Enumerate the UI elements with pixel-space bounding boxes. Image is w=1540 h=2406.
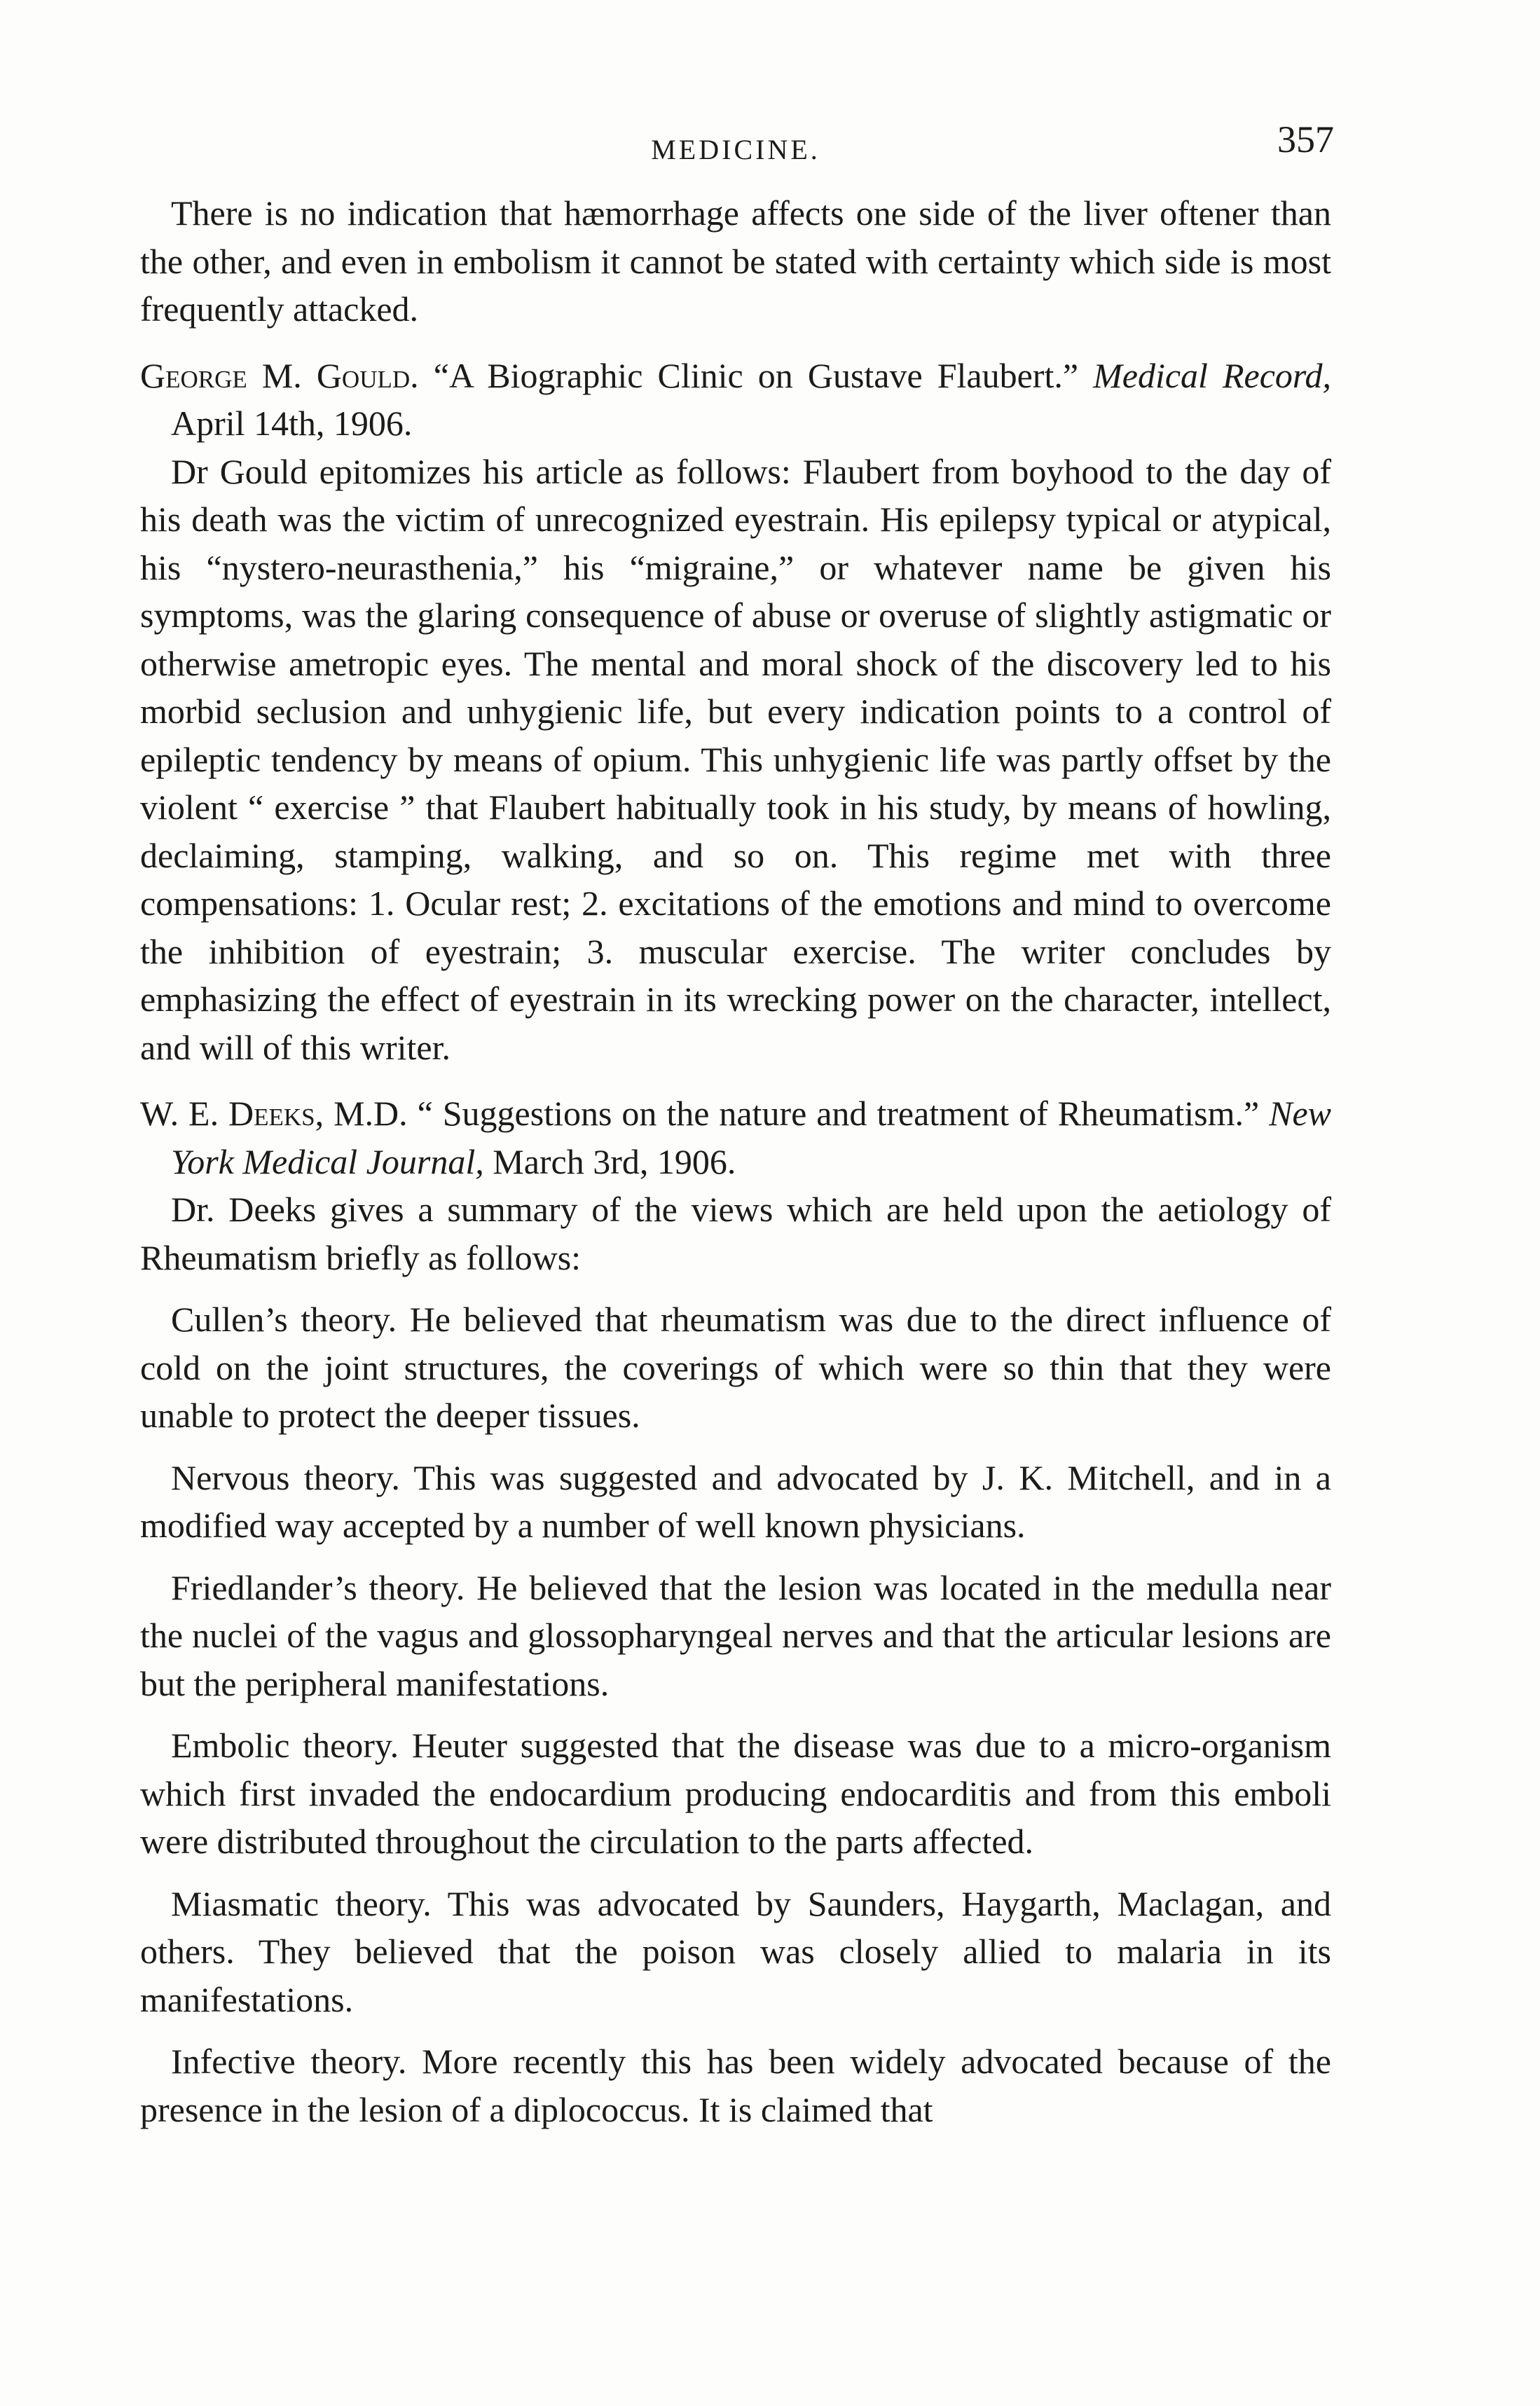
- citation-author: George M. Gould.: [140, 355, 419, 395]
- book-page: [140, 105, 1334, 2133]
- citation-date: March 3rd, 1906.: [493, 1141, 736, 1181]
- citation-title: “A Biographic Clinic on Gustave Flaubert.”: [433, 355, 1079, 395]
- citation-title: “ Suggestions on the nature and treatment of Rheumatism.”: [417, 1094, 1260, 1133]
- running-head: [140, 105, 1334, 189]
- theory-paragraph-nervous: Nervous theory. This was suggested and advocated by J. K. Mitchell, and in a modified way accepted by a number of well known physicians.: [140, 1457, 1331, 1545]
- citation-author: W. E. Deeks, M.D.: [140, 1094, 408, 1133]
- intro-paragraph: There is no indication that hæmorrhage affects one side of the liver oftener than the other, and even in embolism it cannot be stated with certainty which side is most frequently attacked.: [140, 193, 1331, 329]
- page-number: 357: [1277, 118, 1334, 160]
- citation-journal: Medical Record,: [1093, 355, 1332, 395]
- theory-paragraph-cullen: Cullen’s theory. He believed that rheumatism was due to the direct influence of cold on the joint structures, the coverings of which were so thin that they were unable to protect the deeper tissues.: [140, 1300, 1331, 1435]
- theory-paragraph-infective: Infective theory. More recently this has been widely advocated because of the presence in the lesion of a diplococcus. It is claimed that: [140, 2042, 1331, 2129]
- running-title: MEDICINE.: [651, 134, 820, 165]
- theory-paragraph-friedlander: Friedlander’s theory. He believed that the lesion was located in the medulla near the nuclei of the vagus and glossopharyngeal nerves and that the articular lesions are but the peripheral manifestations.: [140, 1567, 1331, 1703]
- deeks-summary-paragraph: Dr. Deeks gives a summary of the views which are held upon the aetiology of Rheumatism briefly as follows:: [140, 1190, 1331, 1277]
- citation-gould: [140, 352, 1331, 448]
- theory-paragraph-miasmatic: Miasmatic theory. This was advocated by Saunders, Haygarth, Maclagan, and others. They believed that the poison was closely allied to malaria in its manifestations.: [140, 1883, 1331, 2019]
- citation-date: April 14th, 1906.: [171, 404, 413, 443]
- citation-journal: New York Medical Journal,: [171, 1094, 1332, 1181]
- gould-summary-paragraph: Dr Gould epitomizes his article as follows: Flaubert from boyhood to the day of his death was the victim of unrecognized eyestrain. His epilepsy typical or atypical, his “nystero-neurasthenia,” his “migraine,” or whatever name be given his symptoms, was the glaring consequence of abuse or overuse of slightly astigmatic or otherwise ametropic eyes. The mental and moral shock of the discovery led to his morbid seclusion and unhygienic life, but every indication points to a control of epileptic tendency by means of opium. This unhygienic life was partly offset by the violent “ exercise ” that Flaubert habitually took in his study, by means of howling, declaiming, stamping, walking, and so on. This regime met with three compensations: 1. Ocular rest; 2. excitations of the emotions and mind to overcome the inhibition of eyestrain; 3. muscular exercise. The writer concludes by emphasizing the effect of eyestrain in its wrecking power on the character, intellect, and will of this writer.: [140, 451, 1331, 1067]
- theory-paragraph-embolic: Embolic theory. Heuter suggested that the disease was due to a micro-organism which first invaded the endocardium producing endocarditis and from this emboli were distributed throughout the circulation to the parts affected.: [140, 1726, 1331, 1861]
- citation-deeks: [140, 1089, 1331, 1185]
